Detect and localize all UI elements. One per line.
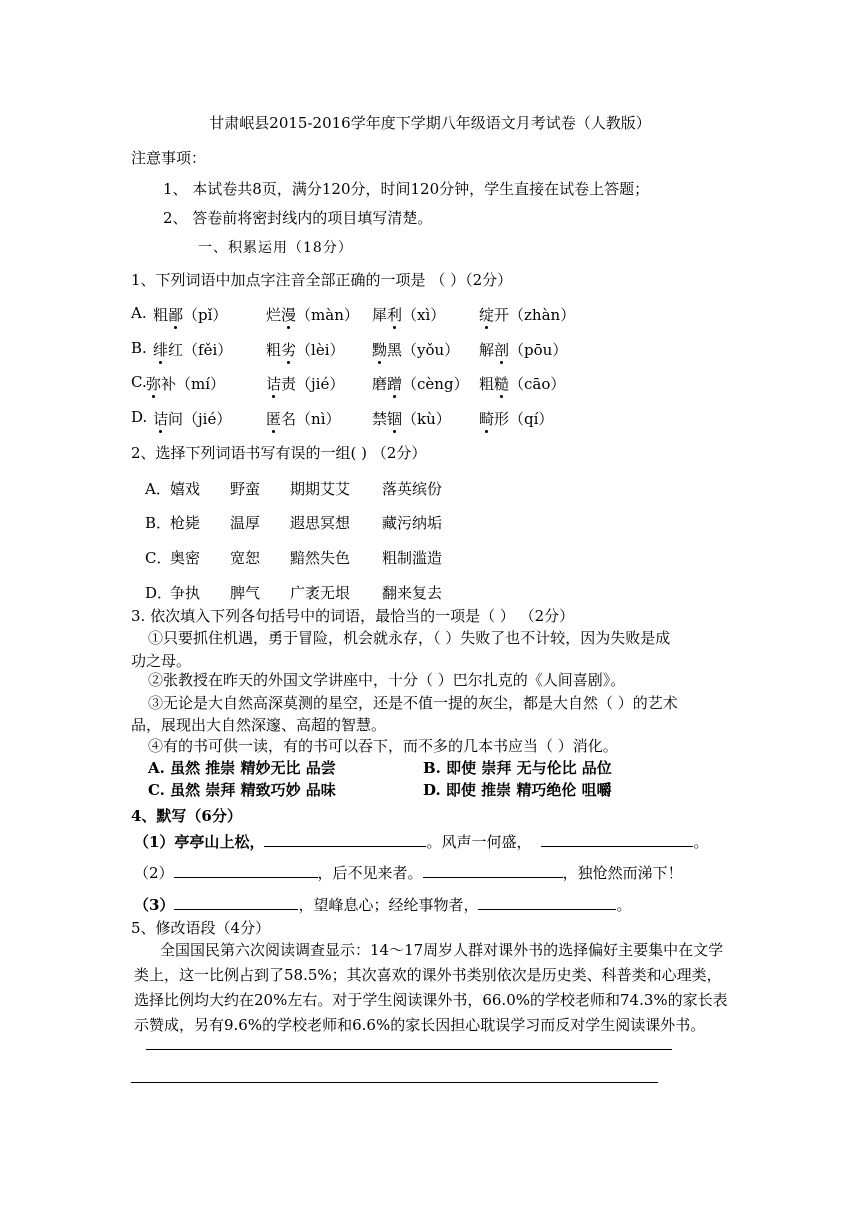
- q2-word: 枪毙: [170, 514, 201, 532]
- q2-word: 广袤无垠: [290, 584, 351, 602]
- answer-line-2[interactable]: [131, 1082, 658, 1083]
- q1-word: [153, 408, 231, 429]
- q1-word: [146, 373, 225, 394]
- pinyin: （màn）: [296, 306, 359, 324]
- q3-sentence-1-cont: 功之母。: [131, 652, 192, 670]
- dotted-character: 蹭: [387, 375, 403, 393]
- pinyin: （jié）: [183, 410, 232, 428]
- word-plain: 补: [161, 375, 177, 393]
- word-plain: 烂: [266, 306, 282, 324]
- word-plain: 犀: [372, 306, 388, 324]
- word-plain: 粗: [479, 375, 495, 393]
- q2-word: 温厚: [230, 514, 261, 532]
- word-plain: 开: [494, 306, 510, 324]
- q3-option-b: B. 即使 崇拜 无与伦比 品位: [423, 759, 612, 777]
- q2-option-label: D．: [145, 584, 173, 602]
- q2-word: 野蛮: [230, 480, 261, 498]
- dotted-character: 弥: [146, 375, 162, 393]
- q4-line-1-end: 。: [693, 833, 709, 851]
- dotted-character: 劣: [281, 341, 297, 359]
- dotted-character: 利: [387, 306, 403, 324]
- notice-heading: 注意事项：: [131, 149, 207, 167]
- pinyin: （cèng）: [402, 375, 469, 393]
- q3-option-a: A. 虽然 推崇 精妙无比 品尝: [148, 759, 336, 777]
- pinyin: （kù）: [402, 410, 451, 428]
- pinyin: （mí）: [176, 375, 226, 393]
- q4-line-3-mid: ，望峰息心；经纶事物者，: [298, 896, 479, 914]
- word-plain: 粗: [266, 341, 282, 359]
- q1-word: [372, 373, 469, 394]
- pinyin: （jié）: [296, 375, 345, 393]
- q1-option-label: A.: [131, 304, 147, 322]
- dotted-character: 匿: [266, 410, 282, 428]
- q1-word: [479, 339, 567, 360]
- dotted-character: 剖: [494, 341, 510, 359]
- q1-word: [479, 408, 553, 429]
- pinyin: （lèi）: [296, 341, 345, 359]
- q1-option-label: C.: [131, 373, 147, 391]
- word-plain: 磨: [372, 375, 388, 393]
- q2-word: 脾气: [230, 584, 261, 602]
- q1-word: [372, 408, 451, 429]
- q4-line-3: [134, 894, 631, 915]
- pinyin: （pǐ）: [183, 306, 228, 324]
- pinyin: （pōu）: [509, 341, 568, 359]
- dotted-character: 绽: [479, 306, 495, 324]
- q2-option-label: A．: [145, 480, 171, 498]
- word-plain: 形: [494, 410, 510, 428]
- word-plain: 解: [479, 341, 495, 359]
- dotted-character: 诘: [266, 375, 282, 393]
- q2-word: 藏污纳垢: [382, 514, 443, 532]
- q2-stem: 2、选择下列词语书写有误的一组( ) （2分）: [131, 444, 427, 462]
- q1-option-label: D.: [131, 408, 148, 426]
- q1-word: [372, 339, 459, 360]
- word-plain: 名: [281, 410, 297, 428]
- q4-line-1-mid: 。风声一何盛，: [426, 833, 532, 851]
- q4-line-2-start: （2）: [134, 864, 174, 882]
- q2-word: 嬉戏: [170, 480, 201, 498]
- q2-word: 争执: [170, 584, 201, 602]
- q3-sentence-1: ①只要抓住机遇，勇于冒险，机会就永存，（ ）失败了也不计较，因为失败是成: [148, 629, 671, 647]
- q4-blank-4[interactable]: [423, 863, 563, 878]
- word-plain: 粗: [153, 306, 169, 324]
- q4-line-2-end: ，独怆然而涕下！: [562, 864, 683, 882]
- q4-blank-3[interactable]: [174, 863, 318, 878]
- dotted-character: 锢: [387, 410, 403, 428]
- section-1-heading: 一、积累运用（18分）: [198, 240, 353, 256]
- dotted-character: 诘: [153, 410, 169, 428]
- q2-word: 落英缤份: [382, 480, 443, 498]
- q2-word: 翻来复去: [382, 584, 443, 602]
- pinyin: （qí）: [509, 410, 554, 428]
- q3-sentence-3: ③无论是大自然高深莫测的星空，还是不值一提的灰尘，都是大自然（ ）的艺术: [148, 694, 678, 712]
- q3-sentence-2: ②张教授在昨天的外国文学讲座中，十分（ ）巴尔扎克的《人间喜剧》。: [148, 671, 626, 689]
- q3-option-c: C. 虽然 崇拜 精致巧妙 品味: [148, 781, 336, 799]
- pinyin: （zhàn）: [509, 306, 576, 324]
- q4-line-2-mid: ，后不见来者。: [317, 864, 423, 882]
- q4-blank-1[interactable]: [264, 832, 426, 847]
- word-plain: 红: [168, 341, 184, 359]
- dotted-character: 鄙: [168, 306, 184, 324]
- pinyin: （nì）: [296, 410, 341, 428]
- q4-blank-5[interactable]: [174, 895, 298, 910]
- q1-word: [266, 339, 345, 360]
- word-plain: 黑: [387, 341, 403, 359]
- q2-option-label: B．: [145, 514, 172, 532]
- q3-option-d: D. 即使 推崇 精巧绝伦 咀嚼: [423, 781, 612, 799]
- notice-item-1: 1、 本试卷共8页，满分120分，时间120分钟，学生直接在试卷上答题；: [163, 180, 650, 198]
- dotted-character: 糙: [494, 375, 510, 393]
- q1-stem: 1、下列词语中加点字注音全部正确的一项是 （ ）（2分）: [131, 271, 513, 289]
- dotted-character: 漫: [281, 306, 297, 324]
- word-plain: 责: [281, 375, 297, 393]
- dotted-character: 畸: [479, 410, 495, 428]
- q1-word: [266, 304, 359, 325]
- q4-blank-2[interactable]: [541, 832, 693, 847]
- dotted-character: 黝: [372, 341, 388, 359]
- notice-item-2: 2、 答卷前将密封线内的项目填写清楚。: [163, 209, 433, 227]
- q4-blank-6[interactable]: [478, 895, 616, 910]
- q4-line-3-end: 。: [616, 896, 632, 914]
- pinyin: （cāo）: [509, 375, 566, 393]
- pinyin: （xì）: [402, 306, 446, 324]
- q2-word: 奥密: [170, 549, 201, 567]
- q3-sentence-3-cont: 品，展现出大自然深邃、高超的智慧。: [131, 716, 387, 734]
- q2-word: 宽恕: [230, 549, 261, 567]
- q1-word: [479, 304, 575, 325]
- q1-word: [266, 408, 341, 429]
- q4-stem: 4、默写（6分）: [131, 807, 242, 825]
- q1-word: [479, 373, 565, 394]
- q1-word: [266, 373, 344, 394]
- q3-stem: 3. 依次填入下列各句括号中的词语，最恰当的一项是（ ） （2分）: [131, 607, 575, 625]
- q1-option-label: B.: [131, 339, 147, 357]
- q4-line-3-start: （3）: [134, 896, 175, 914]
- pinyin: （yǒu）: [402, 341, 460, 359]
- q2-word: 期期艾艾: [290, 480, 351, 498]
- q4-line-1: [134, 831, 708, 852]
- q2-word: 黯然失色: [290, 549, 351, 567]
- dotted-character: 绯: [153, 341, 169, 359]
- answer-line-1[interactable]: [146, 1049, 672, 1050]
- q1-word: [372, 304, 445, 325]
- pinyin: （fěi）: [183, 341, 233, 359]
- q3-sentence-4: ④有的书可供一读，有的书可以吞下，而不多的几本书应当（ ）消化。: [148, 737, 618, 755]
- q5-paragraph: 全国国民第六次阅读调查显示：14～17周岁人群对课外书的选择偏好主要集中在文学类上，这一比例占到了58.5%；其次喜欢的课外书类别依次是历史类、科普类和心理类，选择比例均大约在20%左右。对于学生阅读课外书，66.0%的学校老师和74.3%的家长表示赞成，另有9.6%的学校老师和6.6%的家长因担心耽误学习而反对学生阅读课外书。: [134, 941, 728, 1034]
- exam-title: 甘肃岷县2015-2016学年度下学期八年级语文月考试卷（人教版）: [209, 114, 651, 132]
- q5-stem: 5、修改语段（4分）: [131, 919, 271, 937]
- q4-line-1-start: （1）亭亭山上松，: [134, 833, 265, 851]
- q2-option-label: C．: [145, 549, 172, 567]
- q1-word: [153, 304, 227, 325]
- word-plain: 问: [168, 410, 184, 428]
- q2-word: 遐思冥想: [290, 514, 351, 532]
- q1-word: [153, 339, 232, 360]
- word-plain: 禁: [372, 410, 388, 428]
- q4-line-2: [134, 862, 683, 883]
- q2-word: 粗制滥造: [382, 549, 443, 567]
